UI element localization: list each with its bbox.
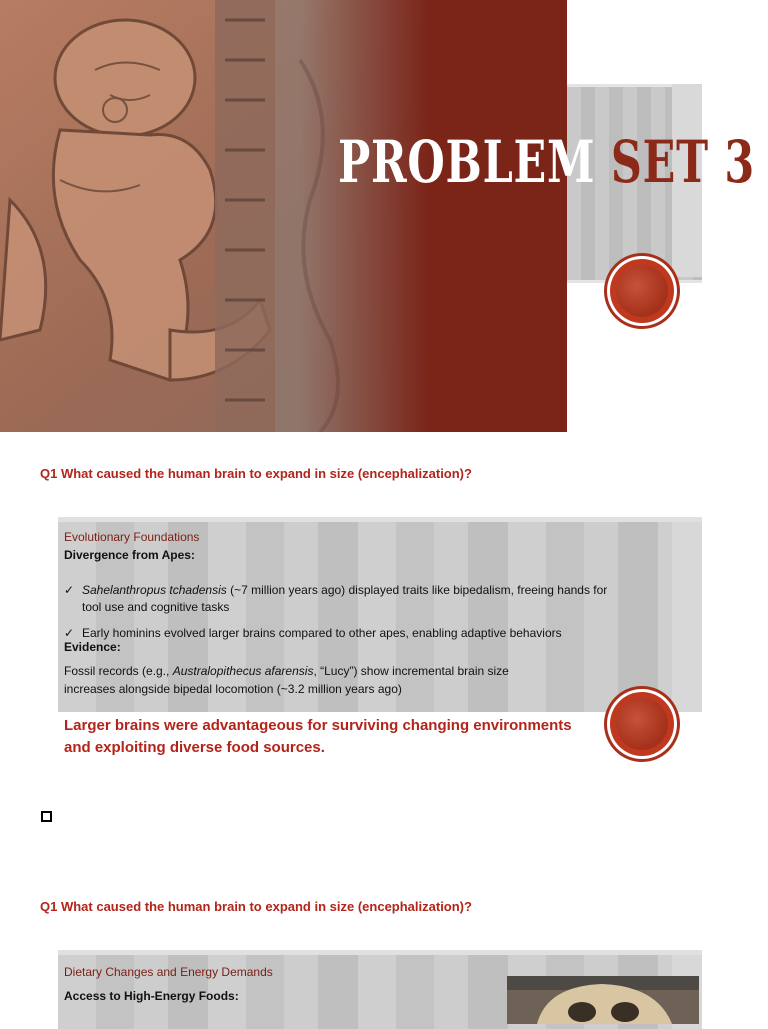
panel-heading: Dietary Changes and Energy Demands: [64, 965, 273, 979]
title-medallion-icon: [610, 259, 674, 323]
title-part-white: PROBLEM: [338, 128, 596, 196]
conclusion-text: Larger brains were advantageous for surviving changing environments and exploiting diverse food sources.: [64, 717, 572, 756]
panel-edge: [672, 522, 702, 712]
slide-title: [338, 126, 755, 198]
check-icon: ✓: [64, 626, 75, 640]
title-part-red: SET 3: [610, 128, 756, 196]
bullet-text: Early hominins evolved larger brains compared to other apes, enabling adaptive behaviors: [82, 626, 562, 640]
bullet-item: [64, 625, 664, 642]
bullet-square-icon: [41, 811, 52, 822]
evidence-text-end: , “Lucy”) show incremental brain size: [313, 664, 509, 678]
evidence-species: Australopithecus afarensis: [172, 664, 314, 678]
evolution-panel: [58, 517, 702, 712]
skull-photo-image: [507, 976, 699, 1024]
panel-subheading: Divergence from Apes:: [64, 548, 195, 562]
bullet-continuation: tool use and cognitive tasks: [82, 600, 230, 614]
panel-subheading: Access to High-Energy Foods:: [64, 989, 239, 1003]
evidence-label: Evidence:: [64, 640, 121, 654]
bullet-text: (~7 million years ago) displayed traits like bipedalism, freeing hands for: [226, 583, 608, 597]
hero-relief-image: [0, 0, 567, 432]
evidence-text-start: Fossil records (e.g.,: [64, 664, 173, 678]
title-slide: [0, 0, 768, 432]
species-name: Sahelanthropus tchadensis: [82, 583, 227, 597]
evidence-text-line2: increases alongside bipedal locomotion (~3.2 million years ago): [64, 682, 402, 696]
question-1-heading: Q1 What caused the human brain to expand in size (encephalization)?: [40, 466, 472, 481]
question-1-heading-repeat: Q1 What caused the human brain to expand in size (encephalization)?: [40, 899, 472, 914]
check-icon: ✓: [64, 583, 75, 597]
panel-heading: Evolutionary Foundations: [64, 530, 200, 544]
bullet-item: [64, 582, 664, 616]
evidence-text: [64, 662, 624, 698]
section-medallion-icon: [610, 692, 674, 756]
